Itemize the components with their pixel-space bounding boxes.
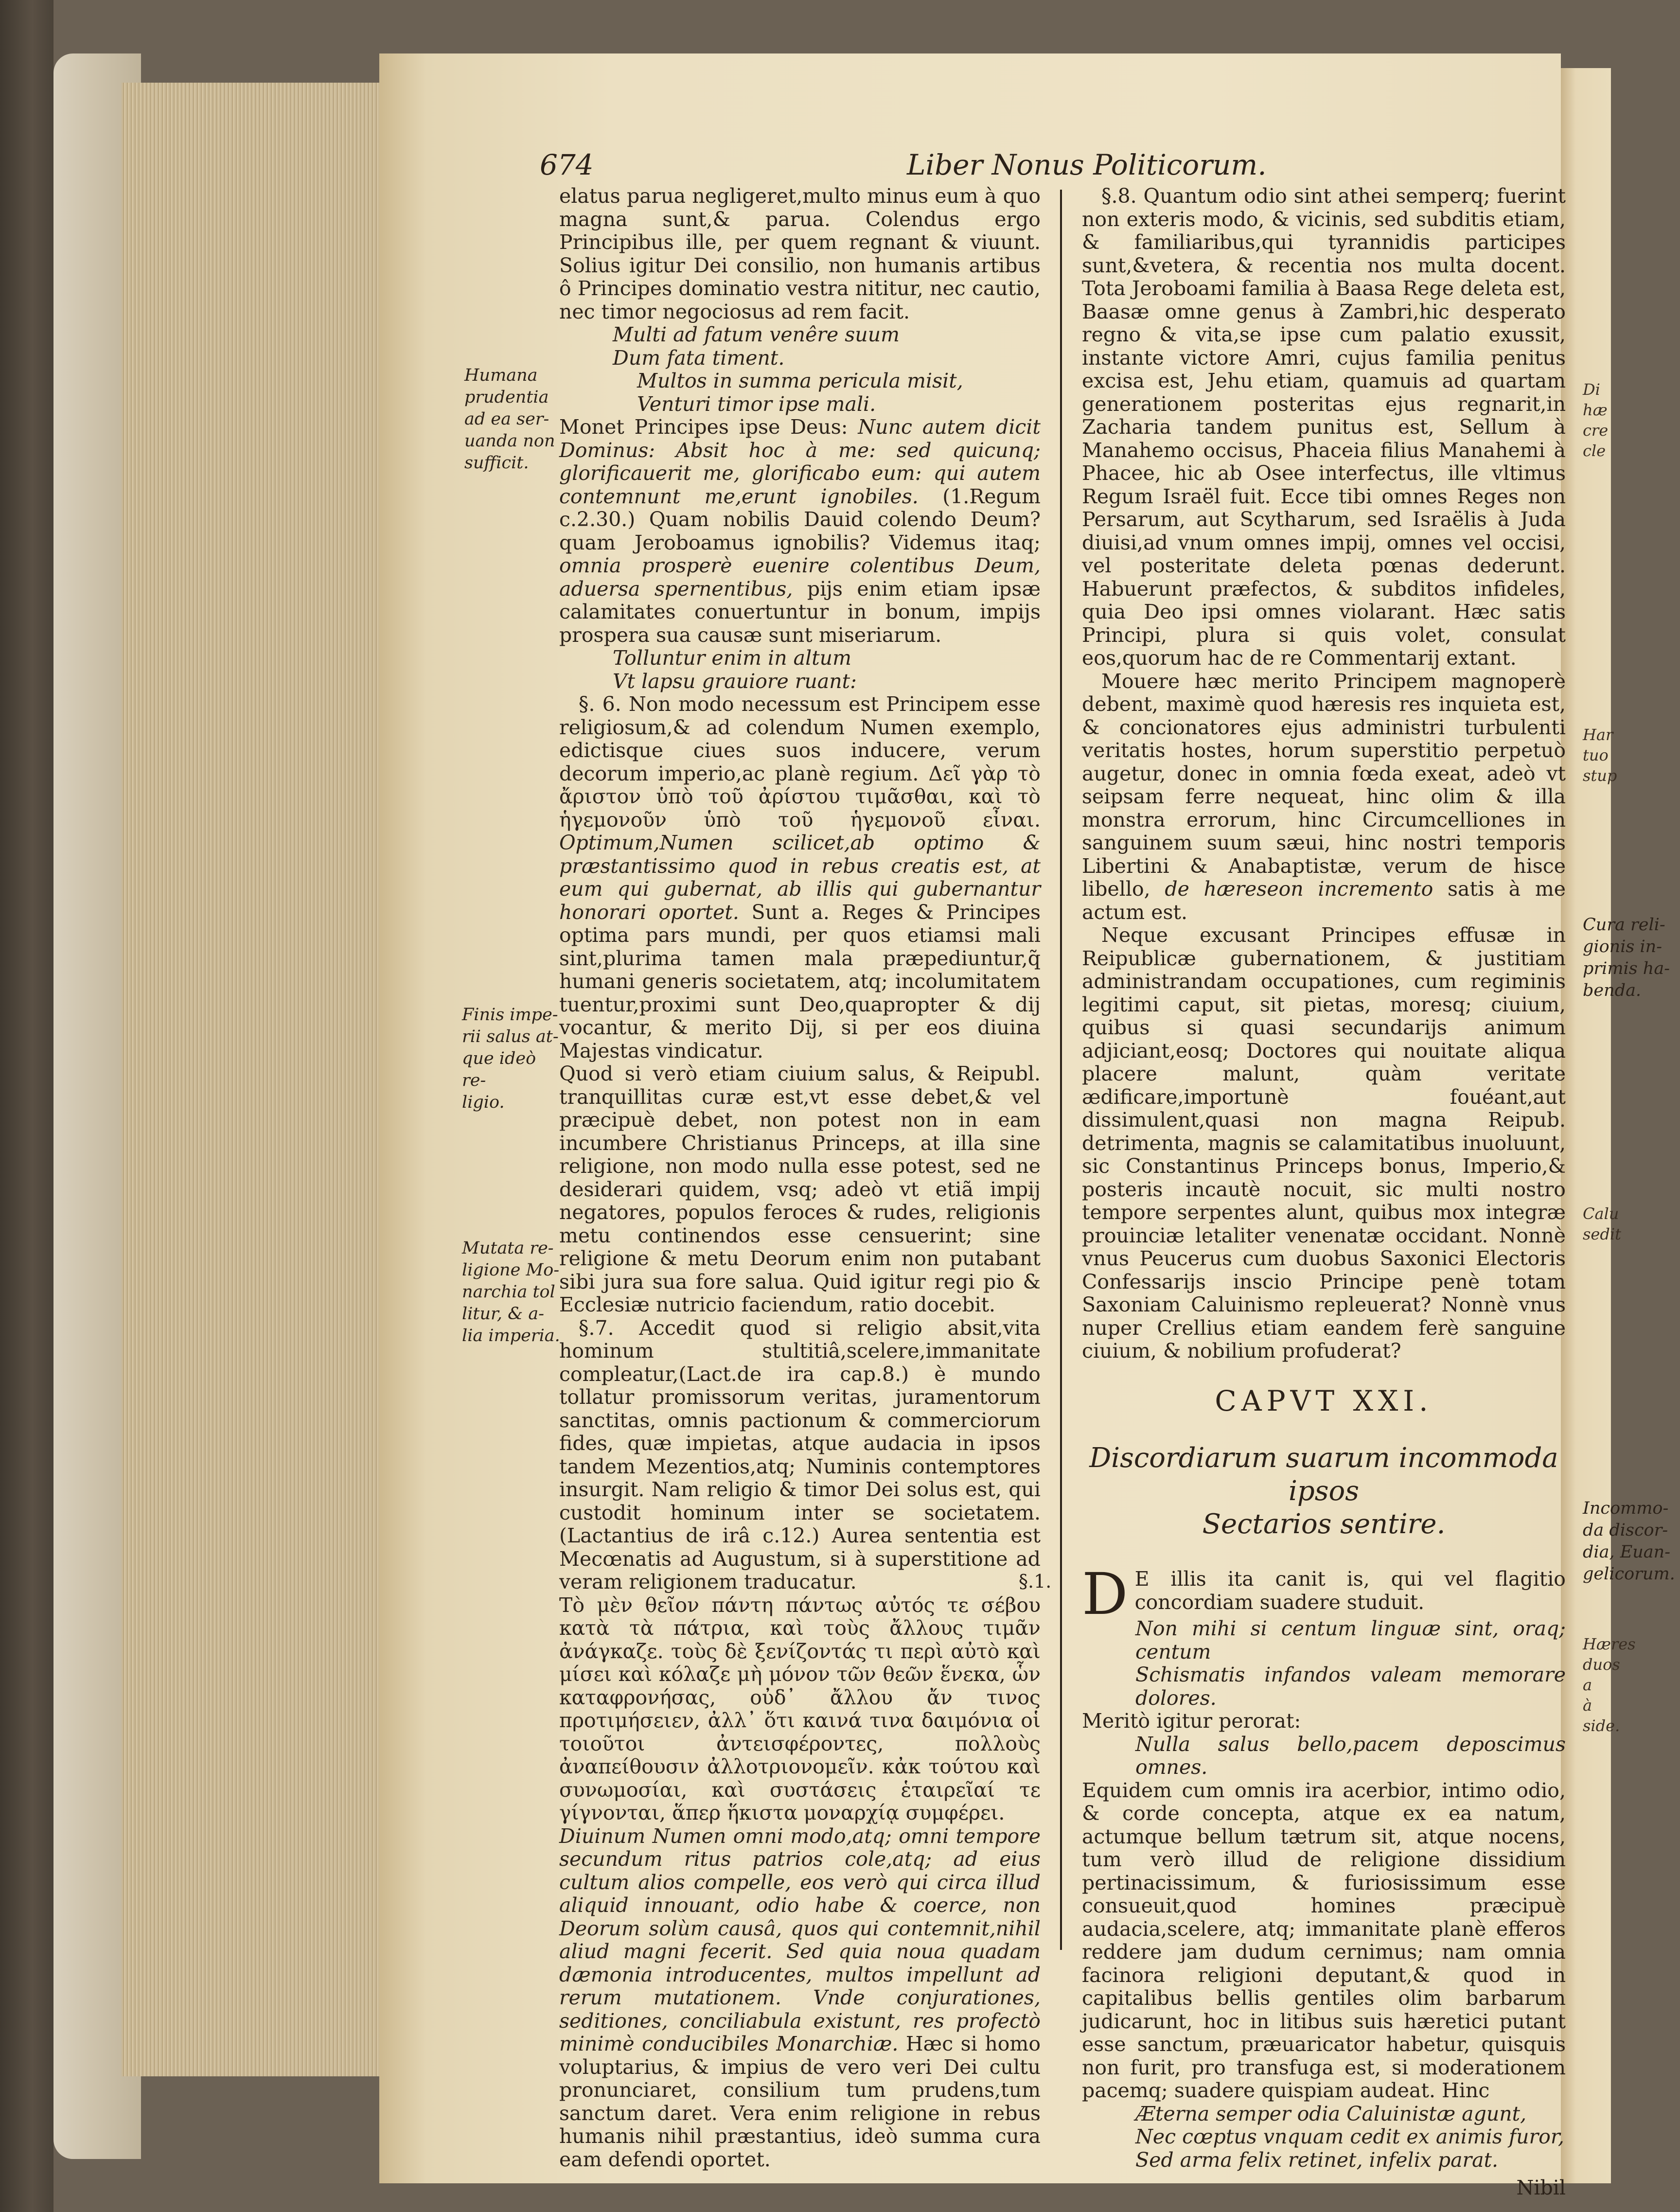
drop-cap: D: [1082, 1560, 1128, 1628]
margin-note-finis: Finis impe- rii salus at- que ideò re- ligio.: [462, 1005, 559, 1112]
chapter-heading: CAPVT XXI.: [1215, 1384, 1433, 1417]
paragraph: §.8. Quantum odio sint athei semperq; fuerint non exteris modo, & vicinis, sed subditis etiam, & familiaribus,qui tyrannidis participes sunt,&vetera, & recentia nos multa docent. Tota Jeroboami familia à Baasa Rege deleta est, Baasæ omne genus à Zambri,hic desperato regno & vita,se ipse cum palatio exussit, instante victore Amri, cujus familia penitus excisa est, Jehu etiam, quamuis ad quartam generationem posteritas ejus regnarit,in Zacharia tandem punitus est, Sellum à Manahemo occisus, Phaceia filius Manahemi à Phacee, hic ab Osee interfectus, ille vltimus Regum Israël fuit. Ecce tibi omnes Reges non Persarum, aut Scytharum, sed Israëlis à Juda diuisi,ad vnum omnes impij, omnes vel occisi, vel posteritate deleta pœnas dederunt. Habuerunt præfectos, & subditos infideles, quia Deo ipsi omnes violarant. Hæc satis Principi, plura si quis volet, consulat eos,quorum hac de re Commentarij extant.: [1082, 184, 1566, 670]
facing-page-note: Har tuo stup: [1583, 726, 1617, 785]
verse-line: Æterna semper odia Caluinistæ agunt,: [1135, 2102, 1527, 2125]
paragraph: §. 6. Non modo necessum est Principem esse religiosum,& ad colendum Numen exemplo, edictisque ciues suos inducere, verum decorum imperio,ac planè regium. Δεῖ γὰρ τὸ ἄριστον ὑπὸ τοῦ ἀρίστου τιμᾶσθαι, καὶ τὸ ἡγεμονοῦν ὑπὸ τοῦ ἡγεμονοῦ εἶναι. Optimum,Numen scilicet,ab optimo & præstantissimo quod in rebus creatis est, at eum qui gubernat, ab illis qui gubernantur honorari oportet. Sunt a. Reges & Principes optima pars mundi, per quos etiamsi mali sint,plurima tamen mala præpediuntur,q̃ humani generis societatem, atq; incolumitatem tuentur,proximi sunt Deo,quapropter & dij vocantur, & merito Dij, si per eos diuina Majestas vindicatur.: [559, 692, 1041, 1062]
verse-line: Multi ad fatum venêre suum: [613, 323, 900, 346]
verse-line: Nec cœptus vnquam cedit ex animis furor,: [1135, 2125, 1564, 2148]
paragraph: §.7. Accedit quod si religio absit,vita hominum stultitiâ,scelere,immanitate compleatur,(Lact.de ira cap.8.) è mundo tollatur promissorum veritas, juramentorum sanctitas, omnis pactionum & commerciorum fides, quæ impietas, atque audacia in ipsos tandem Mezentios,atq; Numinis contemptores insurgit. Nam religio & timor Dei solus est, qui custodit hominum inter se societatem. (Lactantius de irâ c.12.) Aurea sententia est Mecœnatis ad Augustum, si à superstitione ad veram religionem traducatur.: [559, 1316, 1041, 1593]
margin-note-humana: Humana prudentia ad ea ser- uanda non sufficit.: [464, 366, 555, 473]
verse-line: Dum fata timent.: [613, 346, 785, 370]
paragraph: E illis ita canit is, qui vel flagitio concordiam suadere studuit.: [1134, 1567, 1566, 1614]
greek-quote: Δεῖ γὰρ τὸ ἄριστον ὑπὸ τοῦ ἀρίστου τιμᾶσθαι, καὶ τὸ ἡγεμονοῦν ὑπὸ τοῦ ἡγεμονοῦ εἶναι.: [559, 761, 1041, 832]
catchword: Nibil: [1516, 2176, 1566, 2199]
paragraph: Mouere hæc merito Principem magnoperè debent, maximè quod hæresis res inquieta est, & concionatores ejus administri turbulenti veritatis hostes, horum superstitio perpetuò augetur, donec in omnia fœda exeat, adeò vt seipsam ferre nequeat, hinc olim & illa monstra errorum, hinc Circumcelliones in sanguinem suum sæui, hinc nostri temporis Libertini & Anabaptistæ, verum de hisce libello, de hæreseon incremento satis à me actum est.: [1082, 669, 1566, 924]
margin-note-incommoda: Incommo- da discor- dia, Euan- gelicorum.: [1583, 1499, 1675, 1584]
page-number: 674: [540, 148, 594, 181]
paragraph: Meritò igitur perorat:: [1082, 1709, 1301, 1733]
verse-line: Vt lapsu grauiore ruant:: [613, 669, 857, 693]
section-mark: §.1.: [1019, 1571, 1052, 1592]
chapter-opening: [1019, 1560, 1566, 1628]
verse-line: Sed arma felix retinet, infelix parat.: [1135, 2148, 1499, 2172]
verse-line: Nulla salus bello,pacem deposcimus omnes.: [1135, 1732, 1566, 1779]
paragraph: Monet Principes ipse Deus: Nunc autem dicit Dominus: Absit hoc à me: sed quicunq; glorificauerit me, glorificabo eum: qui autem contemnunt me,erunt ignobiles. (1.Regum c.2.30.) Quam nobilis Dauid colendo Deum? quam Jeroboamus ignobilis? Videmus itaq; omnia prosperè euenire colentibus Deum, aduersa spernentibus, pijs enim etiam ipsæ calamitates conuertuntur in bonum, impijs prospera sua causæ sunt miseriarum.: [559, 415, 1041, 647]
paragraph: Neque excusant Principes effusæ in Reipublicæ gubernationem, & justitiam administrandam occupationes, cum regiminis legitimi caput, sit pietas, moresq; ciuium, quibus si quasi secundarijs animum adjiciant,eosq; Doctores qui nouitate aliqua placere malunt, quàm veritate ædificare,importunè fouéant,aut dissimulent,quasi non magna Reipub. detrimenta, magnis se calamitatibus inuoluunt, sic Constantinus Princeps bonus, Imperio,& posteris incautè nocuit, sic multi nostro tempore serpentes alunt, quibus mox integræ prouinciæ letaliter venenatæ occidant. Nonnè vnus Peucerus cum duobus Saxonici Electoris Confessarijs inscio Principe penè totam Saxoniam Caluinismo repleuerat? Nonnè vnus nuper Crellius etiam eandem ferè sanguine ciuium, & nobilium profuderat?: [1082, 923, 1566, 1363]
facing-page-note: Di hæ cre cle: [1583, 380, 1609, 460]
verse-line: Tolluntur enim in altum: [613, 646, 851, 670]
column-divider: [1060, 190, 1062, 1950]
margin-note-cura: Cura reli- gionis in- primis ha- benda.: [1583, 915, 1670, 1000]
facing-page-note: Hæres duos a à side.: [1583, 1635, 1636, 1735]
margin-note-mutata: Mutata re- ligione Mo- narchia tol litur, & a- lia imperia.: [462, 1239, 560, 1345]
paragraph: Quod si verò etiam ciuium salus, & Reipubl. tranquillitas curæ est,vt esse debet,& vel præcipuè debet, non potest non in eam incumbere Christianus Princeps, at illa sine religione, non modo nulla esse potest, sed ne desiderari quidem, vsq; adeò vt etiã impij negatores, populos feroces & rudes, religionis metu continendos esse censuerint; sine religione & metu Deorum enim non putabant sibi jura sua fore salua. Quid igitur regi pio & Ecclesiæ nutricio faciendum, ratio docebit.: [559, 1062, 1041, 1316]
greek-quote: Τὸ μὲν θεῖον πάντη πάντως αὐτός τε σέβου κατὰ τὰ πάτρια, καὶ τοὺς ἄλλους τιμᾶν ἀνάγκαζε. τοὺς δὲ ξενίζοντάς τι περὶ αὐτὸ καὶ μίσει καὶ κόλαζε μὴ μόνον τῶν θεῶν ἕνεκα, ὧν καταφρονήσας, οὐδ᾽ ἄλλου ἄν τινος προτιμήσειεν, ἀλλ᾽ ὅτι καινά τινα δαιμόνια οἱ τοιοῦτοι ἀντεισφέροντες, πολλοὺς ἀναπείθουσιν ἀλλοτριονομεῖν. κἀκ τούτου καὶ συνωμοσίαι, καὶ συστάσεις ἑταιρεῖαί τε γίγνονται, ἅπερ ἥκιστα μοναρχίᾳ συμφέρει.: [559, 1593, 1041, 1824]
book-cover: [0, 0, 53, 2212]
verse-line: Multos in summa pericula misit,: [637, 369, 963, 392]
verse-line: Non mihi si centum linguæ sint, oraq; centum: [1135, 1617, 1566, 1663]
right-text-column: [1019, 184, 1566, 2200]
left-text-column: [559, 185, 1041, 2171]
paragraph: elatus parua negligeret,multo minus eum à quo magna sunt,& parua. Colendus ergo Principibus ille, per quem regnant & viuunt. Solius igitur Dei consilio, non humanis artibus ô Principes dominatio vestra nititur, nec cautio, nec timor negociosus ad rem facit.: [559, 184, 1041, 323]
facing-page-note: Calu sedit: [1583, 1204, 1621, 1243]
verse-line: Venturi timor ipse mali.: [637, 392, 876, 416]
paragraph: Equidem cum omnis ira acerbior, intimo odio, & corde concepta, atque ex ea natum, actumque bellum tætrum sit, atque nocens, tum verò illud de religione dissidium pertinacissimum, & furiosissimum esse consueuit,quod homines præcipuè audacia,scelere, atq; immanitate planè efferos reddere jam dudum cernimus; nam omnia facinora religioni deputant,& quod in capitalibus bellis gentiles olim barbarum judicarunt, hoc in litibus suis hæretici putant esse sanctum, præuaricator habetur, quisquis non furit, pro transfuga est, si moderationem pacemq; suadere quispiam audeat. Hinc: [1082, 1778, 1566, 2102]
chapter-title: Discordiarum suarum incommoda ipsos Sectarios sentire.: [1089, 1442, 1558, 1540]
page-edges: [122, 83, 394, 2076]
verse-line: Schismatis infandos valeam memorare dolores.: [1135, 1663, 1566, 1710]
paragraph: Diuinum Numen omni modo,atq; omni tempore secundum ritus patrios cole,atq; ad eius cultum alios compelle, eos verò qui circa illud aliquid innouant, odio habe & coerce, non Deorum solùm causâ, quos qui contemnit,nihil aliud magni fecerit. Sed quia noua quadam dæmonia introducentes, multos impellunt ad rerum mutationem. Vnde conjurationes, seditiones, conciliabula existunt, res profectò minimè conducibiles Monarchiæ. Hæc si homo voluptarius, & impius de vero veri Dei cultu pronunciaret, consilium tum prudens,tum sanctum daret. Vera enim religione in rebus humanis nihil præstantius, ideò summa cura eam defendi oportet.: [559, 1824, 1041, 2171]
running-title: Liber Nonus Politicorum.: [907, 148, 1267, 181]
